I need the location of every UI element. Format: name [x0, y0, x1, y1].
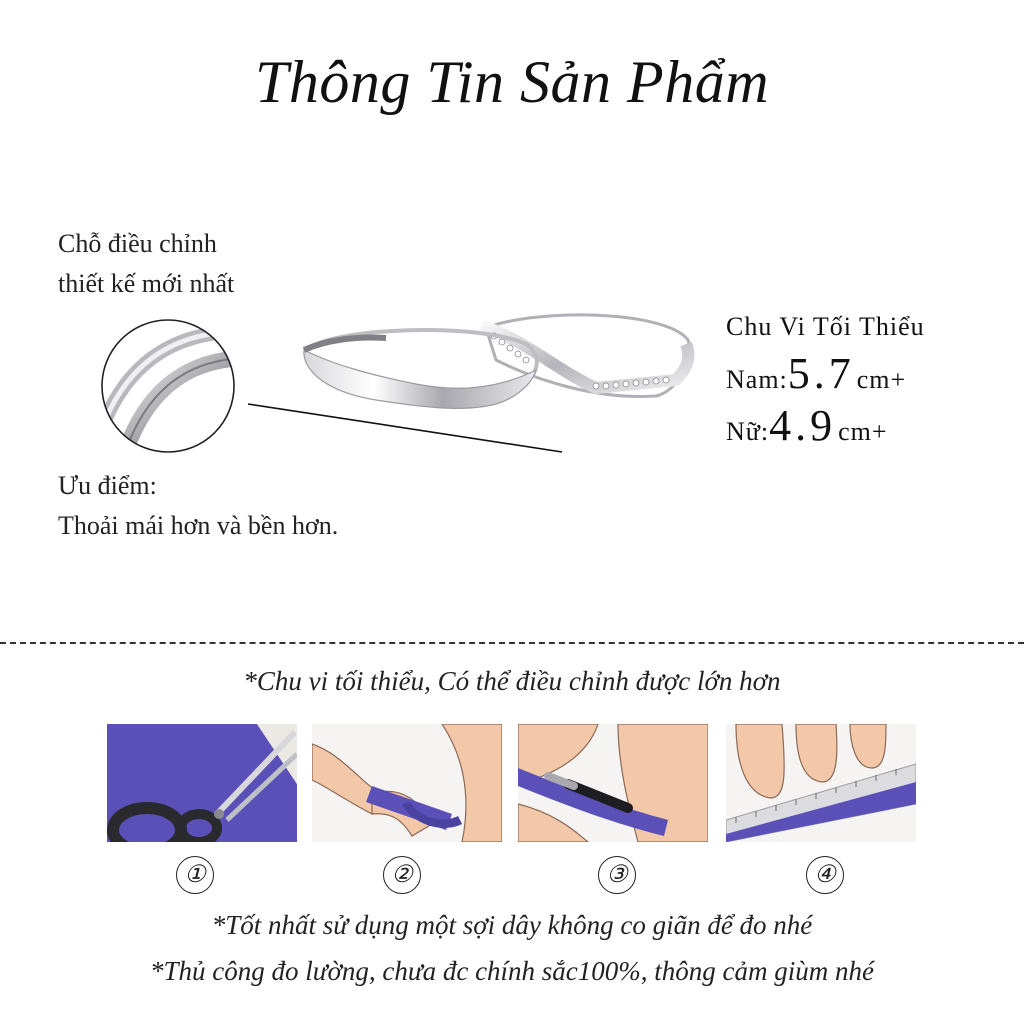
adjust-note-line1: Chỗ điều chỉnh: [58, 229, 217, 258]
male-value: 5.7: [787, 349, 855, 398]
footer-note-1: *Tốt nhất sử dụng một sợi dây không co giãn để đo nhé: [211, 910, 813, 940]
advantage-note-line2: Thoải mái hơn và bền hơn.: [58, 511, 339, 540]
page-title: Thông Tin Sản Phẩm: [254, 49, 770, 115]
min-circumference-hint: *Chu vi tối thiểu, Có thể điều chỉnh được lớn hơn: [243, 666, 781, 696]
advantage-note: [58, 466, 338, 546]
step-2-number: ②: [383, 856, 421, 894]
female-unit: cm+: [838, 417, 888, 446]
female-label: Nữ:: [726, 417, 770, 446]
footer-note-2: *Thủ công đo lường, chưa đc chính sắc100%, thông cảm giùm nhé: [149, 956, 875, 986]
adjust-note-line2: thiết kế mới nhất: [58, 269, 235, 298]
spec-row-female: [726, 400, 925, 452]
advantage-note-line1: Ưu điểm:: [58, 471, 157, 500]
adjust-note: [58, 224, 234, 304]
min-circumference-spec: [726, 312, 925, 452]
male-unit: cm+: [856, 365, 907, 394]
spec-title: Chu Vi Tối Thiểu: [726, 312, 925, 341]
ring-detail-magnified-image: [100, 318, 236, 454]
spec-row-male: [726, 348, 925, 400]
couple-rings-image: [296, 300, 706, 430]
step-3-number: ③: [598, 856, 636, 894]
male-label: Nam:: [726, 365, 788, 394]
step-4-number: ④: [806, 856, 844, 894]
step-1-number: ①: [176, 856, 214, 894]
step-2-wrap-finger-image: [312, 724, 502, 842]
step-4-measure-ruler-image: [726, 724, 916, 842]
dashed-divider: [0, 642, 1024, 644]
step-1-cut-ribbon-image: [107, 724, 297, 842]
step-3-mark-ribbon-image: [518, 724, 708, 842]
female-value: 4.9: [769, 401, 837, 450]
